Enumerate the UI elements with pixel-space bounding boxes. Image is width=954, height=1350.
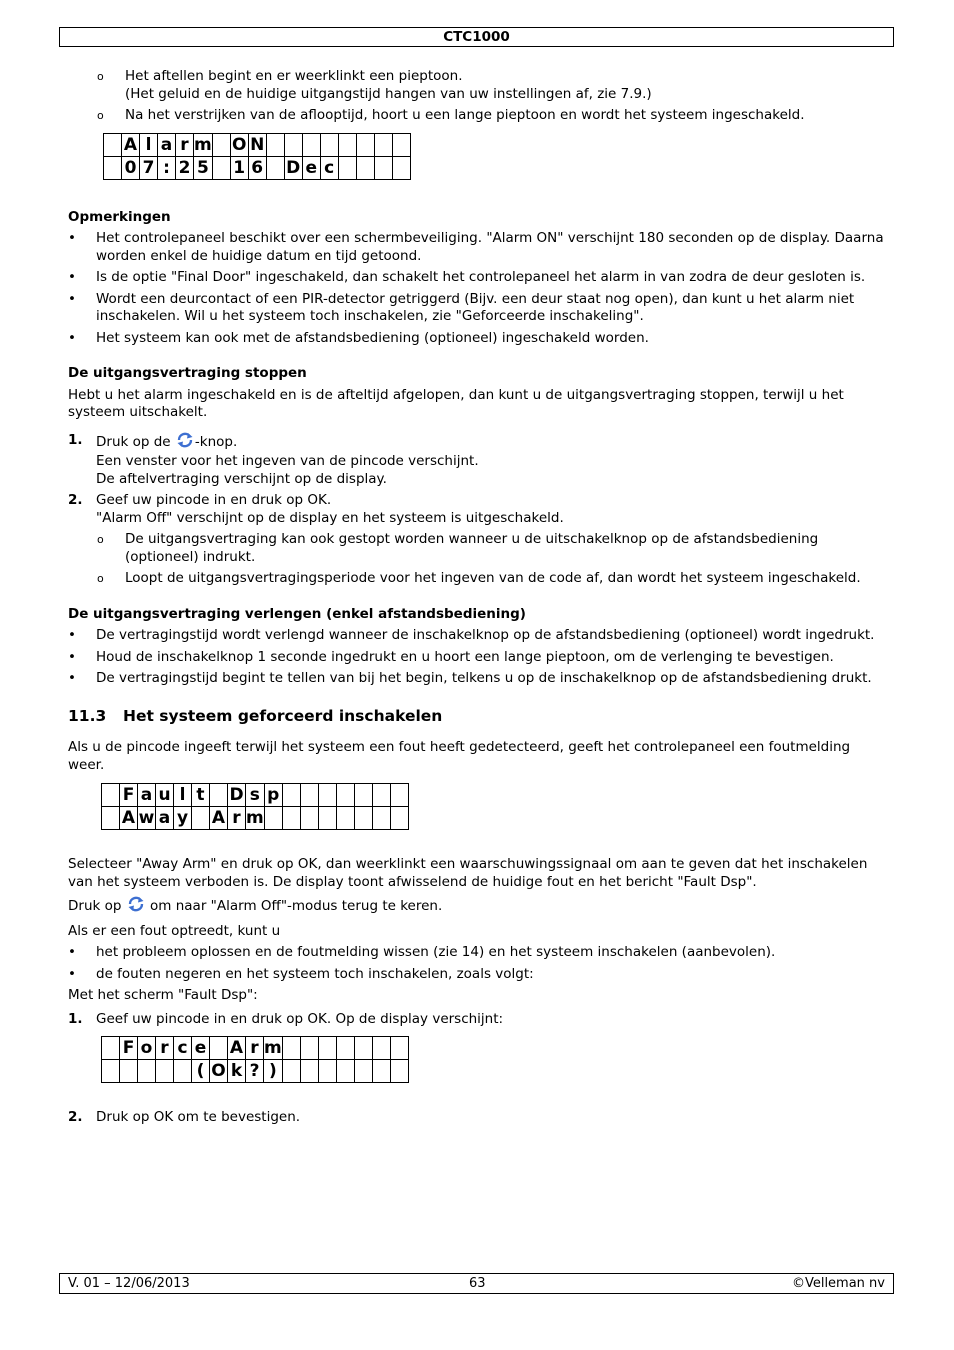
lcd-row — [102, 1037, 409, 1060]
list-item: • het probleem oplossen en de foutmelding wissen (zie 14) en het systeem inschakelen (aanbevolen). — [68, 944, 888, 962]
lcd-cell — [102, 1037, 120, 1060]
footer-page-number: 63 — [469, 1276, 486, 1291]
lcd-cell: l — [140, 133, 158, 156]
lcd-cell: p — [264, 784, 282, 807]
list-item: o Loopt de uitgangsvertragingsperiode voor het ingeven van de code af, dan wordt het systeem ingeschakeld. — [68, 570, 888, 588]
lcd-cell — [264, 807, 282, 830]
lcd-cell — [102, 1060, 120, 1083]
lcd-cell: A — [228, 1037, 246, 1060]
arming-sub-list — [68, 68, 888, 125]
list-item: • Is de optie "Final Door" ingeschakeld, dan schakelt het controlepaneel het alarm in van zodra de deur gesloten is. — [68, 269, 888, 287]
lcd-cell — [392, 156, 410, 179]
lcd-cell: a — [158, 133, 176, 156]
lcd-cell — [300, 784, 318, 807]
paragraph: Als er een fout optreedt, kunt u — [68, 922, 281, 939]
lcd-cell — [374, 156, 392, 179]
lcd-cell — [356, 133, 374, 156]
lcd-cell — [392, 133, 410, 156]
paragraph: Als u de pincode ingeeft terwijl het systeem een fout heeft gedetecteerd, geeft het controlepaneel een foutmelding weer. — [68, 739, 851, 773]
lcd-cell: u — [156, 784, 174, 807]
lcd-cell — [336, 1060, 354, 1083]
lcd-cell — [156, 1060, 174, 1083]
paragraph: Druk op om naar "Alarm Off"-modus terug te keren. — [68, 896, 888, 918]
lcd-cell: N — [250, 134, 265, 155]
footer-version: V. 01 – 12/06/2013 — [68, 1276, 190, 1291]
lcd-cell: O — [211, 1061, 226, 1081]
lcd-cell — [282, 1037, 300, 1060]
lcd-cell: c — [174, 1037, 192, 1060]
refresh-icon — [175, 432, 195, 454]
lcd-cell: r — [228, 807, 246, 830]
list-item: • De vertragingstijd begint te tellen van bij het begin, telkens u op de inschakelknop op de afstandsbediening drukt. — [68, 670, 888, 688]
lcd-cell: 6 — [248, 156, 266, 179]
lcd-cell: O — [231, 134, 247, 155]
lcd-cell: o — [138, 1037, 156, 1060]
lcd-cell: D — [229, 785, 244, 805]
lcd-row — [102, 784, 409, 807]
lcd-cell: F — [120, 1037, 138, 1060]
lcd-cell — [318, 807, 336, 830]
paragraph: Selecteer "Away Arm" en druk op OK, dan weerklinkt een waarschuwingssignaal om aan te geven dat het inschakelen van het systeem verboden is. De display toont afwisselend de huidige fout en het bericht "Fault Dsp". — [68, 856, 868, 890]
lcd-cell — [212, 133, 230, 156]
lcd-cell — [336, 807, 354, 830]
lcd-cell: a — [156, 807, 174, 830]
lcd-cell: 1 — [230, 156, 248, 179]
lcd-cell — [282, 1060, 300, 1083]
lcd-cell — [266, 156, 284, 179]
lcd-cell — [210, 784, 228, 807]
lcd-cell — [102, 784, 120, 807]
lcd-cell — [390, 807, 408, 830]
lcd-cell — [300, 807, 318, 830]
lcd-cell — [120, 1060, 138, 1083]
lcd-cell: D — [286, 157, 301, 178]
lcd-cell — [282, 784, 300, 807]
lcd-cell — [336, 784, 354, 807]
step-item: 1. Geef uw pincode in en druk op OK. Op de display verschijnt: — [68, 1010, 504, 1027]
lcd-cell — [102, 807, 120, 830]
lcd-cell — [390, 1060, 408, 1083]
lcd-cell — [372, 784, 390, 807]
lcd-cell — [318, 784, 336, 807]
list-item: • Het controlepaneel beschikt over een schermbeveiliging. "Alarm ON" verschijnt 180 seconden op de display. Daarna worden enkel de huidige datum en tijd getoond. — [68, 230, 888, 265]
lcd-cell — [354, 1060, 372, 1083]
section-heading: De uitgangsvertraging stoppen — [68, 365, 307, 381]
list-item: • Houd de inschakelknop 1 seconde ingedrukt en u hoort een lange pieptoon, om de verlenging te bevestigen. — [68, 649, 888, 667]
lcd-cell: e — [302, 156, 320, 179]
lcd-cell — [336, 1037, 354, 1060]
lcd-cell: 2 — [176, 156, 194, 179]
lcd-cell: r — [246, 1037, 264, 1060]
lcd-cell — [354, 1037, 372, 1060]
extend-list — [68, 627, 888, 688]
lcd-cell: ( — [192, 1060, 210, 1083]
lcd-cell — [354, 784, 372, 807]
lcd-cell — [372, 1037, 390, 1060]
lcd-display-force-arm — [101, 1036, 888, 1083]
lcd-cell: t — [192, 784, 210, 807]
lcd-cell: A — [120, 807, 138, 830]
lcd-cell — [338, 156, 356, 179]
page-content — [68, 68, 888, 1127]
lcd-cell: F — [120, 784, 138, 807]
lcd-cell — [192, 807, 210, 830]
lcd-cell: e — [192, 1037, 210, 1060]
lcd-cell — [300, 1037, 318, 1060]
lcd-cell: s — [246, 784, 265, 807]
lcd-row — [104, 133, 411, 156]
lcd-cell: r — [176, 133, 194, 156]
lcd-cell: y — [174, 807, 192, 830]
lcd-row — [102, 807, 409, 830]
list-item: • Wordt een deurcontact of een PIR-detector getriggerd (Bijv. een deur staat nog open), dan kunt u het alarm niet inschakelen. Wil u het systeem toch inschakelen, zie "Geforceerde inschakeling". — [68, 291, 888, 326]
lcd-cell — [284, 133, 302, 156]
step-item: 2. Druk op OK om te bevestigen. — [68, 1109, 301, 1125]
lcd-cell: 7 — [140, 156, 158, 179]
lcd-cell — [282, 807, 300, 830]
refresh-icon — [126, 896, 146, 918]
step-item: 2. Geef uw pincode in en druk op OK. "Alarm Off" verschijnt op de display en het systeem is uitgeschakeld. — [68, 492, 564, 526]
lcd-cell — [266, 133, 284, 156]
lcd-cell — [320, 133, 338, 156]
lcd-cell — [318, 1037, 336, 1060]
section-heading: De uitgangsvertraging verlengen (enkel afstandsbediening) — [68, 605, 526, 622]
page-header: CTC1000 — [59, 27, 894, 47]
list-item: • De vertragingstijd wordt verlengd wanneer de inschakelknop op de afstandsbediening (optioneel) wordt ingedrukt. — [68, 627, 888, 645]
steps-list — [68, 1109, 888, 1127]
lcd-cell: A — [210, 807, 228, 830]
lcd-cell: l — [174, 784, 192, 807]
lcd-cell: m — [264, 1038, 282, 1058]
fault-options-list — [68, 944, 888, 983]
lcd-display-fault — [101, 783, 888, 830]
lcd-cell — [390, 784, 408, 807]
lcd-cell: ? — [246, 1060, 264, 1083]
lcd-cell — [212, 156, 230, 179]
lcd-cell — [356, 156, 374, 179]
lcd-cell — [390, 1037, 408, 1060]
lcd-cell — [300, 1060, 318, 1083]
lcd-cell — [338, 133, 356, 156]
steps-list — [68, 432, 888, 528]
lcd-grid — [103, 133, 411, 180]
lcd-cell — [104, 156, 122, 179]
lcd-cell — [302, 133, 320, 156]
lcd-cell: m — [194, 134, 212, 155]
list-item: o Na het verstrijken van de aflooptijd, hoort u een lange pieptoon en wordt het systeem ingeschakeld. — [68, 107, 888, 125]
list-item: o Het aftellen begint en er weerklinkt een pieptoon. (Het geluid en de huidige uitgangstijd hangen van uw instellingen af, zie 7.9.) — [68, 68, 888, 103]
page-footer — [59, 1273, 894, 1294]
paragraph: Met het scherm "Fault Dsp": — [68, 987, 258, 1003]
lcd-cell — [354, 807, 372, 830]
lcd-cell — [104, 133, 122, 156]
lcd-cell: m — [246, 808, 264, 828]
lcd-cell — [174, 1060, 192, 1083]
lcd-cell — [374, 133, 392, 156]
lcd-cell: a — [138, 784, 156, 807]
list-item: o De uitgangsvertraging kan ook gestopt worden wanneer u de uitschakelknop op de afstandsbediening (optioneel) indrukt. — [68, 531, 888, 566]
lcd-cell: c — [320, 156, 338, 179]
notes-list — [68, 230, 888, 347]
paragraph: Hebt u het alarm ingeschakeld en is de afteltijd afgelopen, dan kunt u de uitgangsvertraging stoppen, terwijl u het systeem uitschakelt. — [68, 386, 844, 420]
lcd-grid — [101, 1036, 409, 1083]
section-heading: Opmerkingen — [68, 208, 171, 225]
lcd-cell — [318, 1060, 336, 1083]
lcd-cell: ) — [264, 1060, 283, 1083]
lcd-cell — [372, 1060, 390, 1083]
lcd-cell: r — [156, 1037, 174, 1060]
steps-list — [68, 1011, 888, 1029]
lcd-row — [104, 156, 411, 179]
lcd-cell: : — [158, 156, 176, 179]
lcd-display-alarm-on — [103, 133, 888, 180]
lcd-cell: k — [228, 1060, 246, 1083]
lcd-cell — [210, 1037, 228, 1060]
list-item: • de fouten negeren en het systeem toch inschakelen, zoals volgt: — [68, 966, 888, 984]
lcd-cell: w — [138, 808, 155, 828]
lcd-cell — [138, 1060, 156, 1083]
stop-sub-list — [68, 531, 888, 588]
footer-copyright: ©Velleman nv — [791, 1276, 885, 1291]
lcd-grid — [101, 783, 409, 830]
lcd-cell — [372, 807, 390, 830]
lcd-cell: 0 — [122, 156, 140, 179]
lcd-row — [102, 1060, 409, 1083]
section-title: 11.3 Het systeem geforceerd inschakelen — [68, 706, 443, 725]
list-item: • Het systeem kan ook met de afstandsbediening (optioneel) ingeschakeld worden. — [68, 330, 888, 348]
lcd-cell: 5 — [194, 156, 213, 179]
step-item: 1. Druk op de -knop. Een venster voor het ingeven van de pincode verschijnt. De aftelvertraging verschijnt op de display. — [68, 431, 479, 487]
lcd-cell: A — [122, 133, 140, 156]
